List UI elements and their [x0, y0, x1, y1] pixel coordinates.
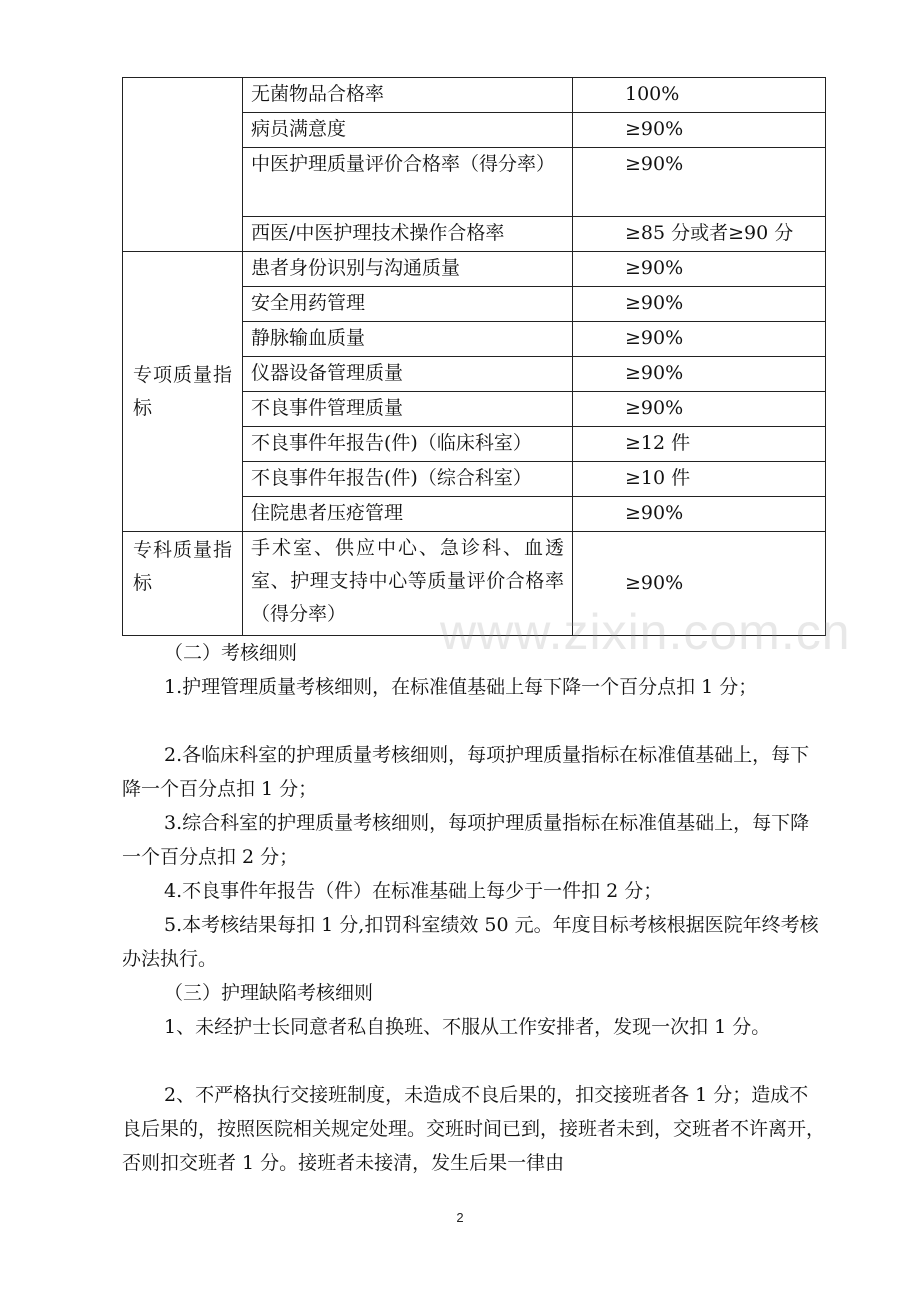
category-specialty [123, 532, 243, 636]
indicator-name: 患者身份识别与沟通质量 [243, 252, 573, 287]
category-special [123, 252, 243, 532]
paragraph: 2.各临床科室的护理质量考核细则，每项护理质量指标在标准值基础上，每下降一个百分点扣 1 分； [122, 744, 810, 800]
indicator-name: 静脉输血质量 [243, 322, 573, 357]
indicator-value: ≥90% [573, 287, 826, 322]
paragraph: 5.本考核结果每扣 1 分,扣罚科室绩效 50 元。年度目标考核根据医院年终考核办法执行。 [122, 914, 819, 970]
indicator-value: ≥90% [573, 322, 826, 357]
indicator-value: ≥90% [573, 357, 826, 392]
indicator-name: 手术室、供应中心、急诊科、血透室、护理支持中心等质量评价合格率（得分率） [243, 532, 573, 636]
paragraph: 1.护理管理质量考核细则，在标准值基础上每下降一个百分点扣 1 分； [164, 676, 758, 698]
paragraph: 2、不严格执行交接班制度，未造成不良后果的，扣交接班者各 1 分；造成不良后果的，按照医院相关规定处理。交班时间已到，接班者未到，交班者不许离开，否则扣交班者 1 分。接班者未接清，发生后果一律由 [122, 1084, 826, 1174]
category-label: 专科质量指标 [133, 539, 232, 594]
quality-indicator-table [122, 77, 826, 636]
indicator-name: 无菌物品合格率 [243, 78, 573, 113]
indicator-value: ≥90% [573, 148, 826, 217]
indicator-value: ≥90% [573, 532, 826, 636]
indicator-value: ≥85 分或者≥90 分 [573, 217, 826, 252]
category-label: 专项质量指标 [133, 363, 232, 419]
indicator-name: 仪器设备管理质量 [243, 357, 573, 392]
indicator-name: 住院患者压疮管理 [243, 497, 573, 532]
indicator-value: ≥90% [573, 497, 826, 532]
section-heading: （二）考核细则 [164, 642, 298, 664]
indicator-name: 不良事件年报告(件)（综合科室） [243, 462, 573, 497]
paragraph: 3.综合科室的护理质量考核细则，每项护理质量指标在标准值基础上，每下降一个百分点扣 2 分； [122, 812, 810, 868]
indicator-value: ≥10 件 [573, 462, 826, 497]
indicator-name: 病员满意度 [243, 113, 573, 148]
paragraph: 1、未经护士长同意者私自换班、不服从工作安排者，发现一次扣 1 分。 [164, 1016, 771, 1038]
indicator-name: 不良事件年报告(件)（临床科室） [243, 427, 573, 462]
category-cell-continued [123, 78, 243, 252]
section-heading: （三）护理缺陷考核细则 [164, 982, 374, 1004]
indicator-name: 安全用药管理 [243, 287, 573, 322]
indicator-name: 西医/中医护理技术操作合格率 [243, 217, 573, 252]
indicator-name: 不良事件管理质量 [243, 392, 573, 427]
watermark-text: www.zixin.com.cn [440, 604, 851, 660]
indicator-name: 中医护理质量评价合格率（得分率） [243, 148, 573, 217]
indicator-value: ≥12 件 [573, 427, 826, 462]
page-number: 2 [456, 1210, 464, 1225]
indicator-value: 100% [573, 78, 826, 113]
indicator-value: ≥90% [573, 113, 826, 148]
indicator-value: ≥90% [573, 392, 826, 427]
paragraph: 4.不良事件年报告（件）在标准基础上每少于一件扣 2 分； [164, 880, 663, 902]
indicator-value: ≥90% [573, 252, 826, 287]
